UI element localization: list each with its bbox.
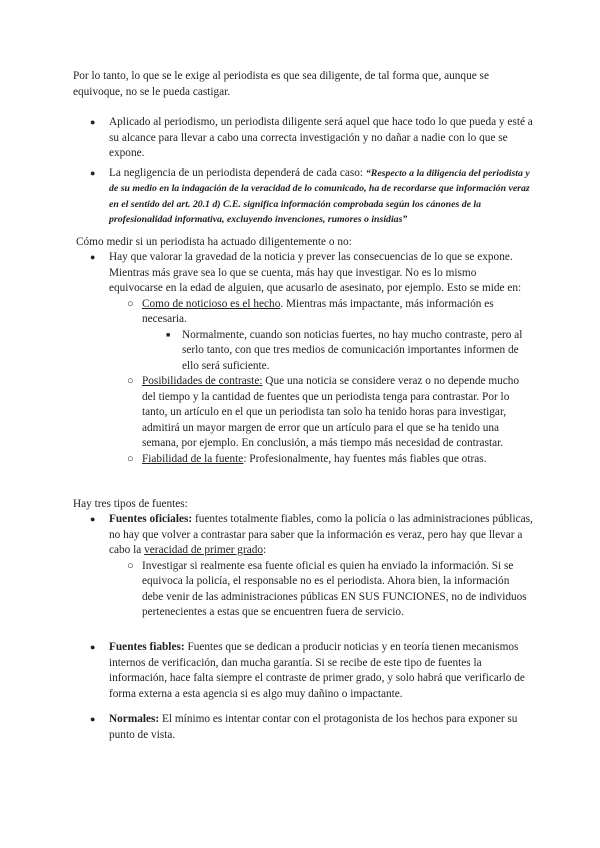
list-item: ○ Como de noticioso es el hecho. Mientras más impactante, más información es necesaria. ■ Normalmente, cuando son noticias fuertes, no hay mucho contraste, pero al serlo tanto, con que tres medios de comunicación importantes informen de ello será suficiente. — [109, 297, 533, 375]
measure-list — [73, 250, 533, 467]
normales-list — [73, 712, 533, 743]
sources-list — [73, 512, 533, 621]
diligence-list — [73, 115, 533, 228]
circle-bullet-icon: ○ — [127, 297, 134, 310]
intro-paragraph: Por lo tanto, lo que se le exige al periodista es que sea diligente, de tal forma que, aunque se equivoque, no se le pueda castigar. — [73, 70, 489, 98]
legal-quote: “Respecto a la diligencia del periodista y de su medio en la indagación de la veracidad de lo comunicado, ha de recordarse que información veraz en el sentido del art. 20.1 d) C.E. significa información comprobada según los cánones de la profesionalidad informativa, excluyendo invenciones, rumores o insidias” — [109, 167, 530, 225]
fiables-list — [73, 640, 533, 702]
circle-bullet-icon: ○ — [127, 559, 134, 572]
list-item: ● Normales: El mínimo es intentar contar con el protagonista de los hechos para exponer su punto de vista. — [90, 713, 518, 741]
sub-criteria-list — [142, 328, 533, 375]
list-item: ● La negligencia de un periodista dependerá de cada caso: “Respecto a la diligencia del periodista y de su medio en la indagación de la veracidad de lo comunicado, ha de recordarse que información veraz en el sentido del art. 20.1 d) C.E. significa información comprobada según los cánones de la profesionalidad informativa, excluyendo invenciones, rumores o insidias” — [90, 166, 530, 225]
sources-heading: Hay tres tipos de fuentes: — [73, 498, 188, 510]
criteria-list — [109, 297, 533, 468]
square-bullet-icon: ■ — [166, 330, 171, 339]
bullet-icon: ● — [90, 642, 96, 652]
list-item: ○ Posibilidades de contraste: Que una noticia se considere veraz o no depende mucho del tiempo y la cantidad de fuentes que un periodista tenga para contrastar. Por lo tanto, un artículo en el que un periodista tan solo ha tenido horas para investigar, admitirá un mayor margen de error que un artículo para el que se ha tenido una semana, por ejemplo. En conclusión, a más tiempo más necesidad de contrastar. — [127, 375, 520, 449]
list-item: ● Aplicado al periodismo, un periodista diligente será aquel que hace todo lo que pueda y esté a su alcance para llevar a cabo una correcta investigación y no dañar a nadie con lo que se expone. — [90, 116, 533, 159]
circle-bullet-icon: ○ — [127, 375, 134, 387]
list-item: ○ Investigar si realmente esa fuente oficial es quien ha enviado la información. Si se equivoca la policía, el responsable no es el periodista. Ahora bien, la información debe venir de las administraciones públicas EN SUS FUNCIONES, no de individuos pertenecientes a estas que se encuentren fuera de servicio. — [127, 559, 527, 618]
bullet-icon: ● — [90, 167, 96, 178]
oficiales-sub-list — [109, 559, 533, 621]
list-item: ● Fuentes oficiales: fuentes totalmente fiables, como la policía o las administraciones públicas, no hay que volver a contrastar para saber que la información es veraz, pero hay que llevar a cabo la veracidad de primer grado: ○ Investigar si realmente esa fuente oficial es quien ha enviado la información. Si se equivoca la policía, el responsable no es el periodista. Ahora bien, la información debe venir de las administraciones públicas EN SUS FUNCIONES, no de individuos pertenecientes a estas que se encuentren fuera de servicio. — [73, 512, 533, 621]
circle-bullet-icon: ○ — [127, 452, 134, 465]
measure-heading: Cómo medir si un periodista ha actuado diligentemente o no: — [76, 236, 352, 248]
bullet-icon: ● — [90, 252, 96, 262]
bullet-icon: ● — [90, 514, 96, 524]
list-item: ■ Normalmente, cuando son noticias fuertes, no hay mucho contraste, pero al serlo tanto, con que tres medios de comunicación importantes informen de ello será suficiente. — [166, 328, 523, 372]
list-item: ● Fuentes fiables: Fuentes que se dedican a producir noticias y en teoría tienen mecanismos internos de verificación, dan mucha garantía. Si se recibe de este tipo de fuentes la información, hace falta siempre el contraste de primer grado, y solo habrá que verificarlo de forma externa a esta agencia si es algo muy dañino o impactante. — [90, 641, 525, 700]
list-item: ● Hay que valorar la gravedad de la noticia y prever las consecuencias de lo que se expone. Mientras más grave sea lo que se cuenta, más hay que investigar. No es lo mismo equivocarse en la edad de alguien, que acusarlo de asesinato, por ejemplo. Esto se mide en: ○ Como de noticioso es el hecho. Mientras más impactante, más información es necesaria. ■ Normalmente, cuando son noticias fuertes, no hay mucho contraste, pero al serlo tanto, con que tres medios de comunicación importantes informen de ello será suficiente. ○ Posibilidades de contraste: Que una noticia se considere veraz o no depende mucho del tiempo y la cantidad de fuentes que un periodista tenga para contrastar. Por lo tanto, un artículo en el que un periodista tan solo ha tenido horas para investigar, admitirá un mayor margen de error que un artículo para el que se ha tenido una semana, por ejemplo. En conclusión, a más tiempo más necesidad de contrastar. ○ Fiabilidad de la fuente: Profesionalmente, hay fuentes más fiables que otras. — [73, 250, 533, 467]
bullet-icon: ● — [90, 117, 96, 127]
list-item: ○ Fiabilidad de la fuente: Profesionalmente, hay fuentes más fiables que otras. — [109, 452, 533, 468]
bullet-icon: ● — [90, 714, 96, 724]
